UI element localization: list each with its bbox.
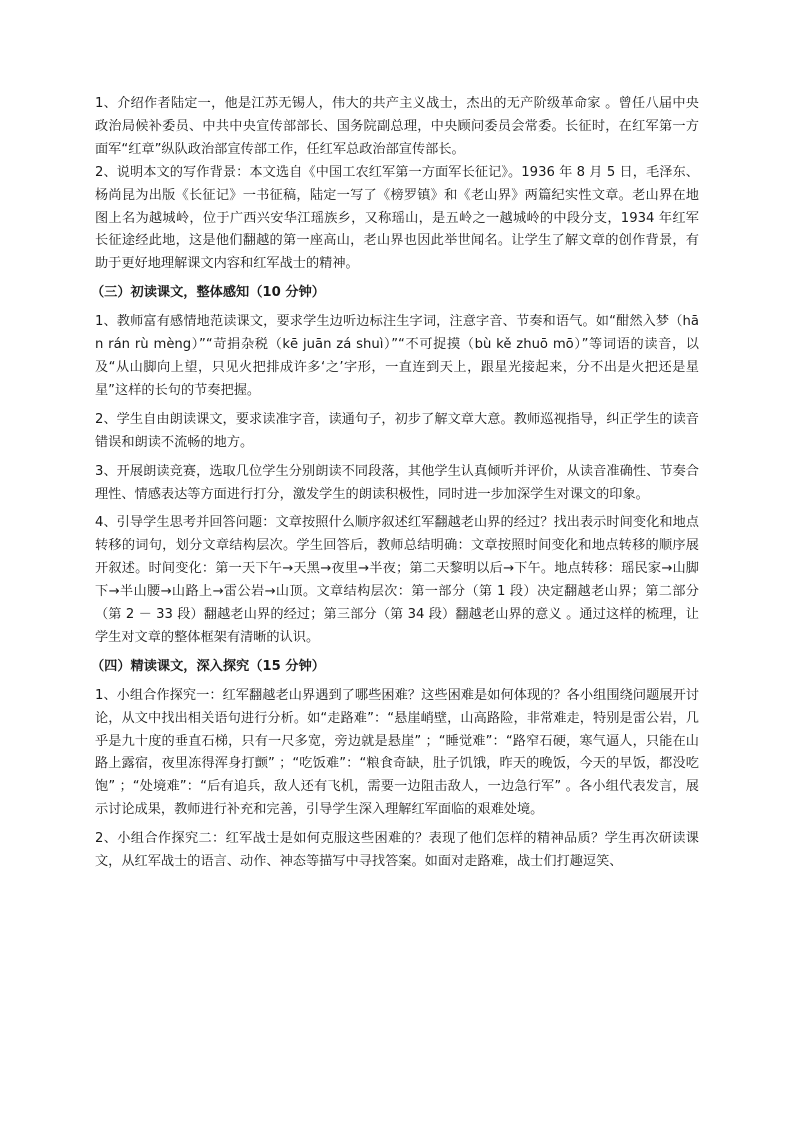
paragraph-group-inquiry-two: 2、小组合作探究二：红军战士是如何克服这些困难的？表现了他们怎样的精神品质？学生再次研读课文，从红军战士的语言、动作、神态等描写中寻找答案。如面对走路难，战士们打趣逗笑、 [95,831,699,870]
section-heading-close-reading: （四）精读课文，深入探究（15 分钟） [91,658,325,674]
section-heading-first-reading: （三）初读课文，整体感知（10 分钟） [91,285,325,301]
paragraph-model-reading: 1、教师富有感情地范读课文，要求学生边听边标注生字词，注意字音、节奏和语气。如“酣然入梦（hān rán rù mèng）”“苛捐杂税（kē juān zá shuì）”“不可捉摸（bù kě zhuō mō）”等词语的读音，以及“从山脚向上望，只见火把排成许多‘之’字形，一直连到天上，跟星光接起来，分不出是火把还是星星”这样的长句的节奏把握。 [95,314,699,398]
paragraph-structure-analysis: 4、引导学生思考并回答问题：文章按照什么顺序叙述红军翻越老山界的经过？找出表示时间变化和地点转移的词句，划分文章结构层次。学生回答后，教师总结明确：文章按照时间变化和地点转移的顺序展开叙述。时间变化：第一天下午→天黑→夜里→半夜；第二天黎明以后→下午。地点转移：瑶民家→山脚下→半山腰→山路上→雷公岩→山顶。文章结构层次：第一部分（第 1 段）决定翻越老山界；第二部分（第 2 － 33 段）翻越老山界的经过；第三部分（第 34 段）翻越老山界的意义 。通过这样的梳理，让学生对文章的整体框架有清晰的认识。 [95,515,699,645]
paragraph-writing-background: 2、说明本文的写作背景：本文选自《中国工农红军第一方面军长征记》。1936 年 8 月 5 日，毛泽东、杨尚昆为出版《长征记》一书征稿，陆定一写了《榜罗镇》和《老山界》两篇纪实性文章。老山界在地图上名为越城岭，位于广西兴安华江瑶族乡，又称瑶山，是五岭之一越城岭的中段分支，1934 年红军长征途经此地，这是他们翻越的第一座高山，老山界也因此举世闻名。让学生了解文章的创作背景，有助于更好地理解课文内容和红军战士的精神。 [95,164,699,272]
paragraph-author-intro: 1、介绍作者陆定一，他是江苏无锡人，伟大的共产主义战士，杰出的无产阶级革命家 。曾任八届中央政治局候补委员、中共中央宣传部部长、国务院副总理，中央顾问委员会常委。长征时，在红军第一方面军“红章”纵队政治部宣传部工作，任红军总政治部宣传部长。 [95,96,699,157]
paragraph-reading-contest: 3、开展朗读竞赛，选取几位学生分别朗读不同段落，其他学生认真倾听并评价，从读音准确性、节奏合理性、情感表达等方面进行打分，激发学生的朗读积极性，同时进一步加深学生对课文的印象。 [95,463,699,502]
document-page [91,93,699,874]
paragraph-group-inquiry-one: 1、小组合作探究一：红军翻越老山界遇到了哪些困难？这些困难是如何体现的？各小组围绕问题展开讨论，从文中找出相关语句进行分析。如“走路难”：“悬崖峭壁，山高路险，非常难走，特别是雷公岩，几乎是九十度的垂直石梯，只有一尺多宽，旁边就是悬崖” ；“睡觉难”：“路窄石硬，寒气逼人，只能在山路上露宿，夜里冻得浑身打颤” ；“吃饭难”：“粮食奇缺，肚子饥饿，昨天的晚饭，今天的早饭，都没吃饱” ；“处境难”：“后有追兵，敌人还有飞机，需要一边阻击敌人，一边急行军” 。各小组代表发言，展示讨论成果，教师进行补充和完善，引导学生深入理解红军面临的艰难处境。 [95,687,699,818]
paragraph-free-reading: 2、学生自由朗读课文，要求读准字音，读通句子，初步了解文章大意。教师巡视指导，纠正学生的读音错误和朗读不流畅的地方。 [95,411,699,450]
